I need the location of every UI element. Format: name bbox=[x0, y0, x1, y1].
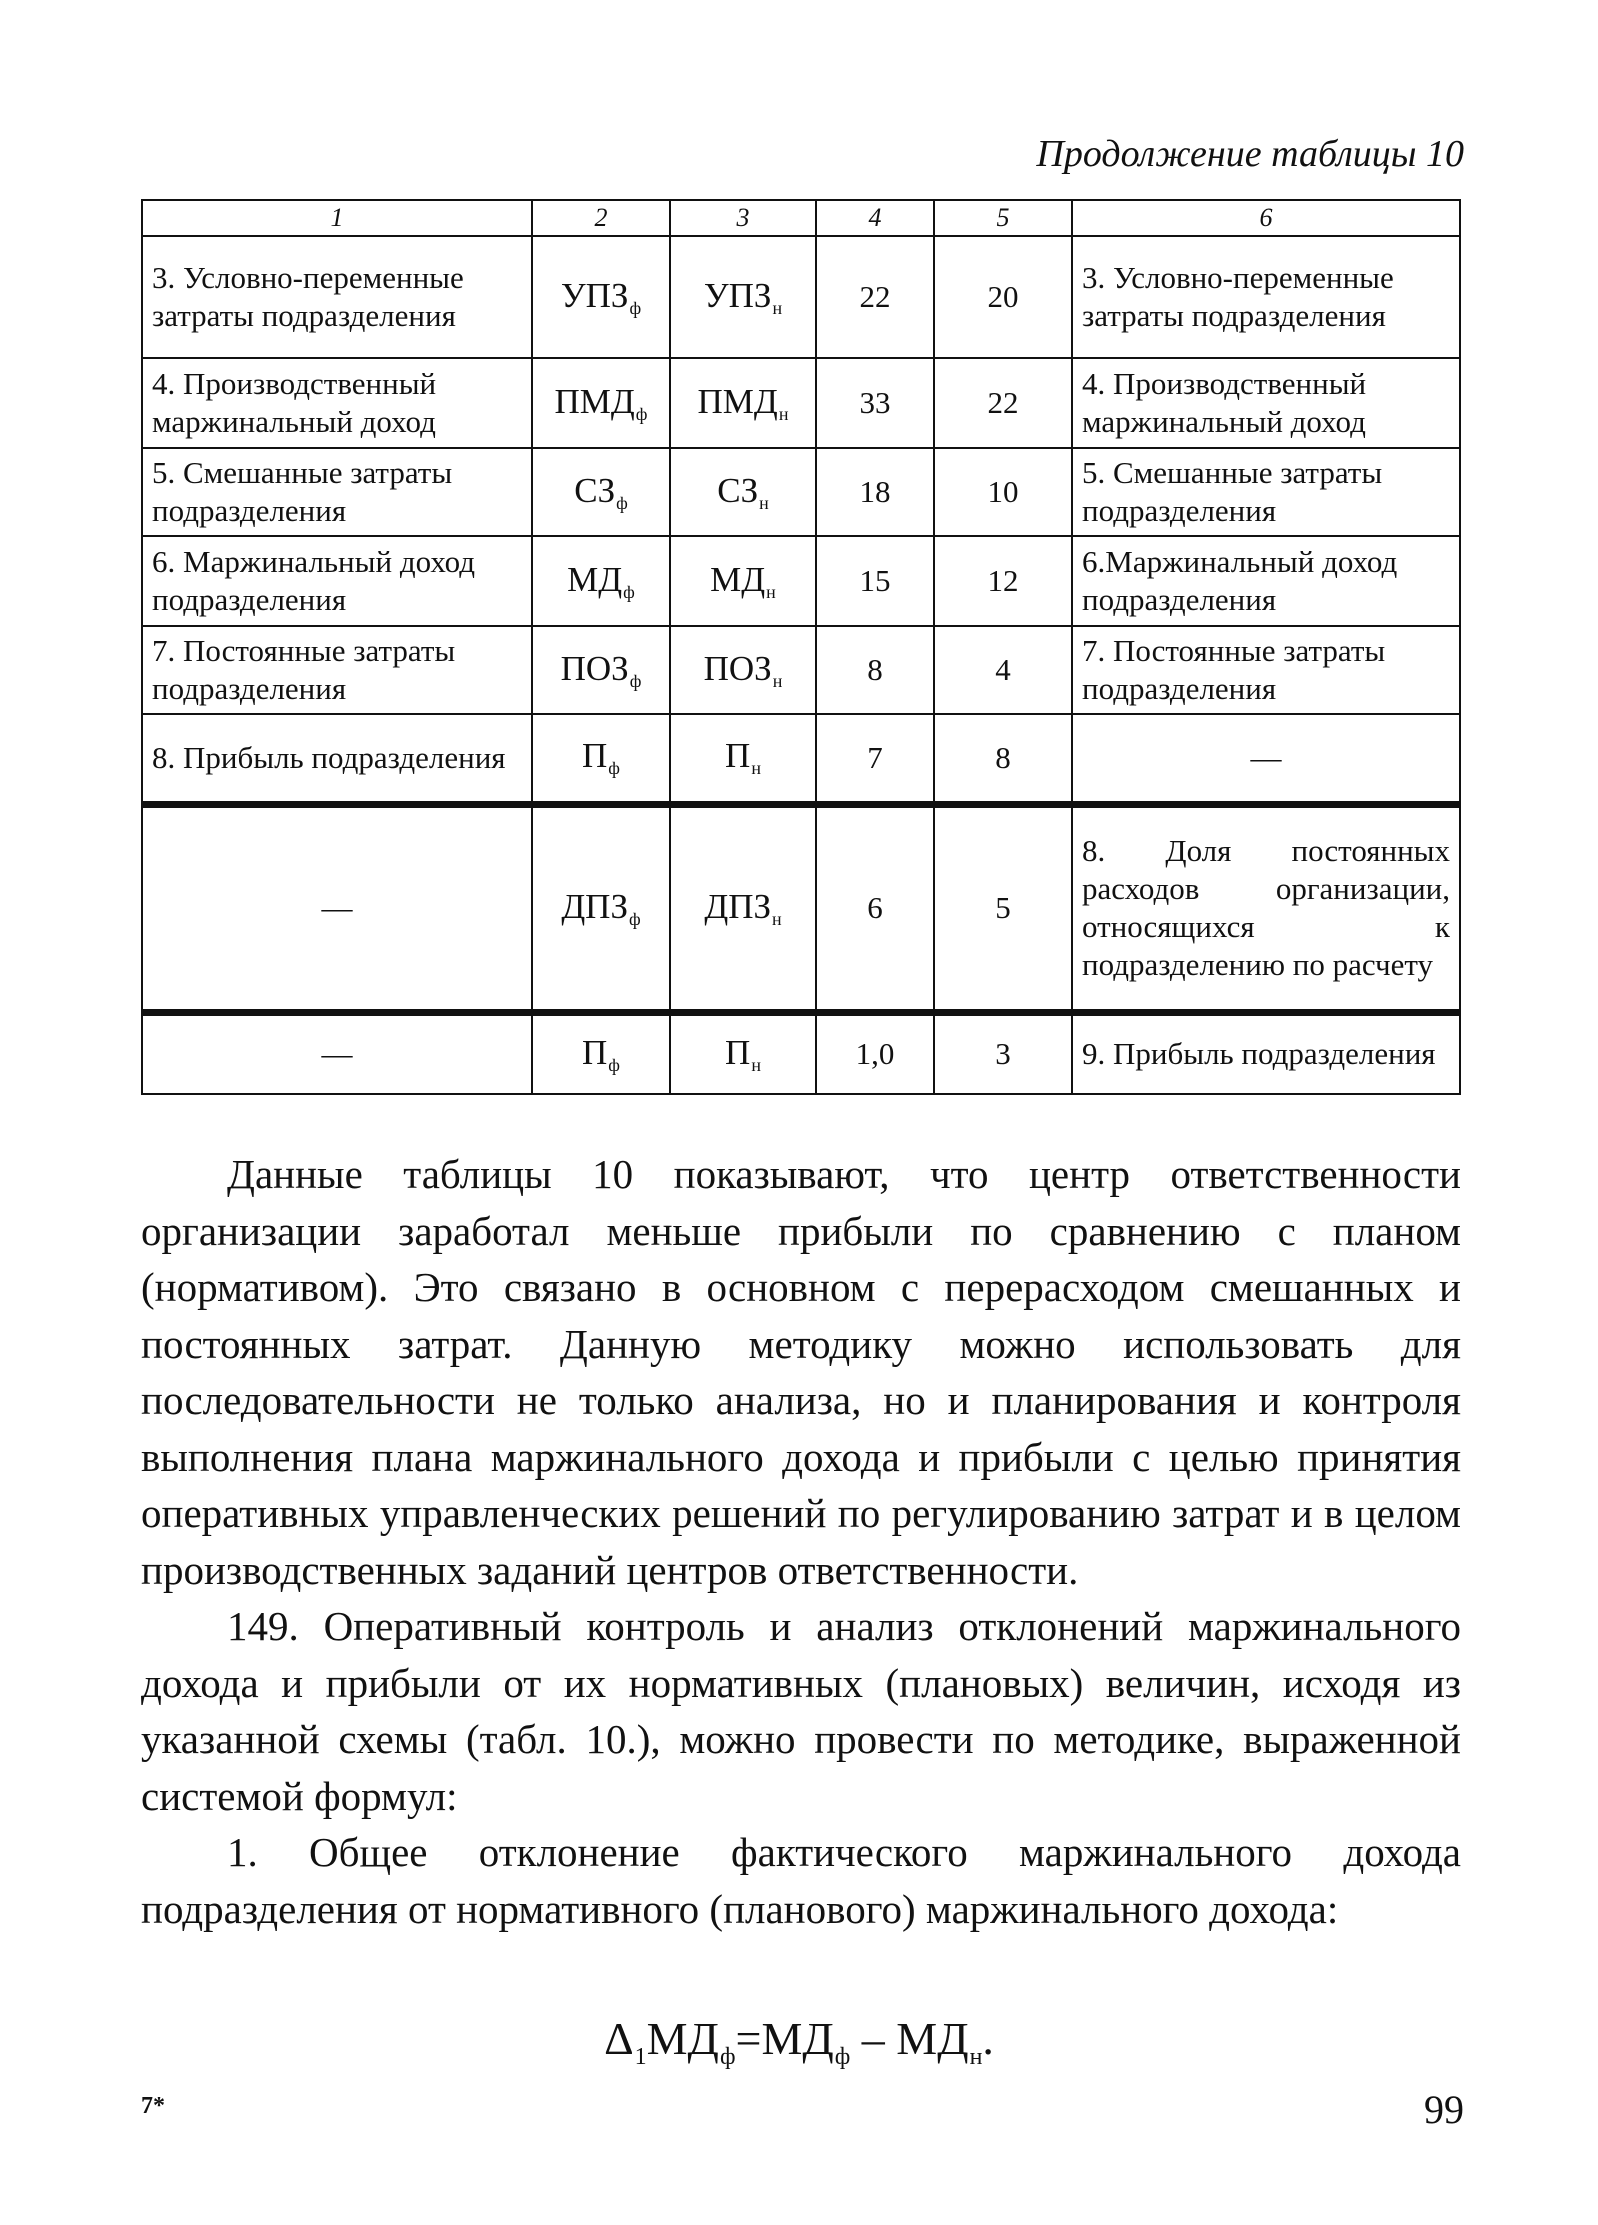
fact-symbol-cell bbox=[532, 358, 670, 448]
table-row bbox=[142, 236, 1460, 358]
norm-symbol: ПОЗ bbox=[703, 648, 772, 688]
norm-symbol-cell bbox=[670, 536, 816, 626]
fact-value-cell: 1,0 bbox=[816, 1012, 934, 1094]
fact-symbol-cell bbox=[532, 804, 670, 1012]
left-label-cell: 7. Постоянные затраты подразделения bbox=[142, 626, 532, 714]
norm-subscript: н bbox=[772, 908, 782, 929]
formula-fact-sub: ф bbox=[834, 2044, 851, 2070]
table-row bbox=[142, 536, 1460, 626]
paragraph: 1. Общее отклонение фактического маржинального дохода подразделения от нормативного (планового) маржинального дохода: bbox=[141, 1829, 1461, 1932]
norm-symbol-cell bbox=[670, 714, 816, 804]
table-row bbox=[142, 1012, 1460, 1094]
fact-value-cell: 22 bbox=[816, 236, 934, 358]
formula-delta: Δ bbox=[604, 2013, 634, 2064]
norm-value-cell: 12 bbox=[934, 536, 1072, 626]
formula-delta-sub: 1 bbox=[634, 2044, 647, 2070]
norm-subscript: н bbox=[759, 492, 769, 513]
fact-subscript: ф bbox=[635, 403, 648, 424]
norm-value-cell: 3 bbox=[934, 1012, 1072, 1094]
formula-eq: = bbox=[735, 2013, 762, 2064]
table-row bbox=[142, 448, 1460, 536]
right-label-cell: 3. Условно-переменные затраты подразделения bbox=[1072, 236, 1460, 358]
fact-value-cell: 18 bbox=[816, 448, 934, 536]
norm-symbol: СЗ bbox=[717, 470, 759, 510]
header-cell: 4 bbox=[816, 200, 934, 236]
left-label-cell: — bbox=[142, 1012, 532, 1094]
norm-symbol-cell bbox=[670, 358, 816, 448]
fact-subscript: ф bbox=[608, 1054, 620, 1075]
formula bbox=[0, 2012, 1598, 2071]
formula-term: МД bbox=[646, 2013, 719, 2064]
fact-symbol-cell bbox=[532, 236, 670, 358]
fact-symbol-cell bbox=[532, 536, 670, 626]
fact-symbol-cell bbox=[532, 626, 670, 714]
norm-value-cell: 10 bbox=[934, 448, 1072, 536]
norm-subscript: н bbox=[772, 670, 783, 691]
left-label-cell: 8. Прибыль подразделения bbox=[142, 714, 532, 804]
fact-symbol-cell bbox=[532, 448, 670, 536]
data-table bbox=[141, 199, 1461, 1095]
page-number: 99 bbox=[1424, 2087, 1464, 2132]
fact-subscript: ф bbox=[623, 581, 635, 602]
right-label-cell: 7. Постоянные затраты подразделения bbox=[1072, 626, 1460, 714]
fact-value-cell: 8 bbox=[816, 626, 934, 714]
formula-fact-sub: ф bbox=[719, 2044, 736, 2070]
fact-symbol: ПОЗ bbox=[560, 648, 629, 688]
fact-subscript: ф bbox=[616, 492, 628, 513]
right-label-cell: 5. Смешанные затраты подразделения bbox=[1072, 448, 1460, 536]
header-cell: 3 bbox=[670, 200, 816, 236]
formula-term: МД bbox=[761, 2013, 834, 2064]
left-label-cell: 5. Смешанные затраты подразделения bbox=[142, 448, 532, 536]
table-row bbox=[142, 358, 1460, 448]
fact-symbol: П bbox=[582, 736, 608, 776]
norm-symbol-cell bbox=[670, 804, 816, 1012]
paragraph: Данные таблицы 10 показывают, что центр ответственности организации заработал меньше прибыли по сравнению с планом (нормативом). Это связано в основном с перерасходом смешанных и постоянных затрат. Данную методику можно использовать для последовательности не только анализа, но и планирования и контроля выполнения плана маржинального дохода и прибыли с целью принятия оперативных управленческих решений по регулированию затрат и в целом производственных заданий центров ответственности. bbox=[141, 1151, 1461, 1593]
norm-symbol: ДПЗ bbox=[704, 886, 772, 926]
table-header-row bbox=[142, 200, 1460, 236]
left-label-cell: 4. Производственный маржинальный доход bbox=[142, 358, 532, 448]
norm-subscript: н bbox=[751, 1054, 761, 1075]
signature-mark: 7* bbox=[141, 2093, 165, 2119]
left-label-cell: 6. Маржинальный доход подразделения bbox=[142, 536, 532, 626]
norm-symbol: МД bbox=[710, 559, 766, 599]
table-row bbox=[142, 804, 1460, 1012]
norm-subscript: н bbox=[751, 758, 761, 779]
norm-subscript: н bbox=[778, 403, 789, 424]
right-label-cell: 6.Маржинальный доход подразделения bbox=[1072, 536, 1460, 626]
formula-norm-sub: н bbox=[969, 2044, 983, 2070]
fact-symbol: П bbox=[582, 1032, 608, 1072]
fact-symbol: ПМД bbox=[554, 381, 635, 421]
paragraph: 149. Оперативный контроль и анализ отклонений маржинального дохода и прибыли от их нормативных (плановых) величин, исходя из указанной схемы (табл. 10.), можно провести по методике, выраженной системой формул: bbox=[141, 1603, 1461, 1819]
norm-subscript: н bbox=[772, 297, 783, 318]
fact-symbol: ДПЗ bbox=[561, 886, 628, 926]
left-label-cell: 3. Условно-переменные затраты подразделения bbox=[142, 236, 532, 358]
header-cell: 5 bbox=[934, 200, 1072, 236]
fact-symbol-cell bbox=[532, 714, 670, 804]
fact-value-cell: 33 bbox=[816, 358, 934, 448]
fact-subscript: ф bbox=[629, 297, 642, 318]
header-cell: 6 bbox=[1072, 200, 1460, 236]
norm-symbol: П bbox=[725, 1032, 751, 1072]
norm-symbol: П bbox=[725, 736, 751, 776]
table-row bbox=[142, 626, 1460, 714]
header-cell: 1 bbox=[142, 200, 532, 236]
norm-symbol-cell bbox=[670, 1012, 816, 1094]
body-text bbox=[141, 1146, 1461, 1937]
table-row bbox=[142, 714, 1460, 804]
fact-subscript: ф bbox=[629, 908, 641, 929]
right-label-cell: 9. Прибыль подразделения bbox=[1072, 1012, 1460, 1094]
fact-symbol: СЗ bbox=[574, 470, 616, 510]
norm-symbol-cell bbox=[670, 626, 816, 714]
norm-value-cell: 20 bbox=[934, 236, 1072, 358]
norm-value-cell: 8 bbox=[934, 714, 1072, 804]
header-cell: 2 bbox=[532, 200, 670, 236]
norm-subscript: н bbox=[766, 581, 776, 602]
fact-subscript: ф bbox=[608, 758, 620, 779]
fact-value-cell: 15 bbox=[816, 536, 934, 626]
fact-symbol: МД bbox=[567, 559, 623, 599]
right-label-cell: 4. Производственный маржинальный доход bbox=[1072, 358, 1460, 448]
norm-value-cell: 22 bbox=[934, 358, 1072, 448]
fact-value-cell: 7 bbox=[816, 714, 934, 804]
formula-term: МД bbox=[896, 2013, 969, 2064]
formula-minus: – bbox=[850, 2013, 897, 2064]
right-label-cell: — bbox=[1072, 714, 1460, 804]
norm-value-cell: 4 bbox=[934, 626, 1072, 714]
norm-symbol: ПМД bbox=[697, 381, 778, 421]
norm-symbol: УПЗ bbox=[703, 275, 772, 315]
norm-symbol-cell bbox=[670, 448, 816, 536]
left-label-cell: — bbox=[142, 804, 532, 1012]
fact-value-cell: 6 bbox=[816, 804, 934, 1012]
norm-value-cell: 5 bbox=[934, 804, 1072, 1012]
table-caption: Продолжение таблицы 10 bbox=[1036, 133, 1464, 175]
right-label-cell: 8. Доля постоянных расходов организации, относящихся к подразделению по расчету bbox=[1072, 804, 1460, 1012]
formula-end: . bbox=[982, 2013, 994, 2064]
fact-subscript: ф bbox=[629, 670, 642, 691]
fact-symbol: УПЗ bbox=[560, 275, 629, 315]
fact-symbol-cell bbox=[532, 1012, 670, 1094]
norm-symbol-cell bbox=[670, 236, 816, 358]
